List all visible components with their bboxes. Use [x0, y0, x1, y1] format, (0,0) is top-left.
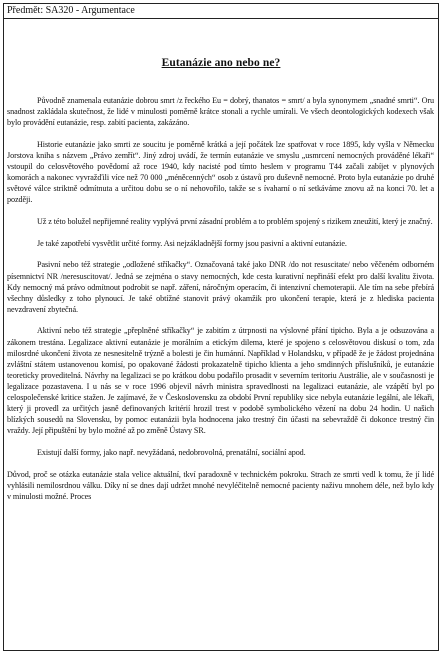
paragraph: Už z této bolužel nepřijemné reality vyplývá první zásadní problém a to problém spojený s rizikem zneužití, který je značný.: [37, 217, 433, 227]
paragraph: Existují další formy, jako např. nevyžádaná, nedobrovolná, prenatální, sociální apod.: [37, 448, 306, 457]
paragraph: Historie eutanázie jako smrti ze soucitu je poměrně krátká a její počátek lze spatřovat v roce 1895, kdy vyšla v Německu Jorstova kniha s názvem „Právo zemřít“. Jiný zdroj uvádí, že termín eutanázie ve smyslu „usmrcení nemocných prováděné lékaři“ vstoupil do celosvětového povědomí až roce 1940, kdy nacisté pod tímto heslem v programu T44 začali zabíjet v plynových komorách a nakonec vyvražďili více než 70 000 „méněcenných“ osob z ústavů pro duševně nemocné. Proto byla eutanázie po druhé světové válce striktně odmítnuta a určitou dobu se o ní nehovořilo, takže se s ívaharní o ní setkáváme znovu až na konci 70. let a později.: [7, 139, 434, 205]
paragraph: Důvod, proč se otázka eutanázie stala velice aktuální, tkví paradoxně v technickém pokroku. Strach ze smrti vedl k tomu, že jí lidé vyhlásili nemilosrdnou válku. Díky ní se dnes dají udržet mnohé nevyléčitelně nemocné pacienty naživu mnohem déle, než bylo kdy v minulosti možné. Proces: [7, 469, 434, 501]
paragraph: Pasivní nebo též strategie „odložené stříkačky“. Označovaná také jako DNR /do not resuscitate/ nebo věčeném odborném písemnictví NR /neresuscitovat/. Jedná se zejména o stavy nemocných, kde cesta kurativní nepřináší efekt pro další kvalitu života. Kdy nemocný má právo odmítnout podrobit se např. záření, náročným operacím, či intenzivní chemoterapii. Ale tím na sebe přebírá všechny důsledky z toho plynoucí. Je také obtížné stanovit právý okamžik pro ukončení terapie, která je z hlediska pacienta nevzdravení zbytečná.: [7, 260, 434, 314]
paragraph: Aktivní nebo též strategie „přeplněné stříkačky“ je zabitím z útrpnosti na výslovné přání tipicho. Byla a je odsuzována a zákonem trestána. Legalizace aktivní eutanázie je morálním a etickým dilema, které je spojeno s celosvětovou diskusí o tom, zda milosrdné ukončení života ze nesnesitelně trýzně a bolesti je čin humánní. Například v Holandsku, v případě že je žádost projednána zvláštní státem ustanovenou komisí, po opakované žádosti prokazatelně tipicho klienta a jeho smdinných příslušníků, je eutanázie teoreticky proveditelná. Návrhy na legalizaci se po krátkou dobu podařilo prosadit v severním teritoriu Austrálie, ale v současnosti je legalizace pozastavena. I u nás se v roce 1996 objevil návrh ministra spravedlnosti na legalizaci eutanázie, ale vzápětí byl po celospolečenské kritice stažen. Je zajímavé, že v Československu za období První republiky sice nebyla eutanázie legální, ale lékaři, který ji provedl za určitých jasně definovaných kritérií hrozil trest v podobě symbolického vězení na dobu 24 hodin. U našich blízkých sousedů na Slovensku, by pomoc eutanázii byla hodnocena jako trestný čin účasti na sebevraždě či dokonce trestný čin vraždy. Její připuštění by bylo možné až po změně Ústavy SR.: [7, 326, 434, 436]
document-title: Eutanázie ano nebo ne?: [161, 57, 281, 69]
document-body: [4, 95, 438, 502]
document-header: Předmět: SA320 - Argumentace: [4, 4, 438, 19]
paragraph: Původně znamenala eutanázie dobrou smrt /z řeckého Eu = dobrý, thanatos = smrt/ a byla synonymem „snadné smrti“. Oru snadnost zakládala skutečnost, že lidé v minulosti poměrně krátce stonali a rychle umírali. Ve všech deontologických kodexech však bylo provádění eutanázie, resp. zabití pacienta, zakázáno.: [7, 96, 434, 128]
document-page: [3, 3, 439, 651]
paragraph: Je také zapotřebí vysvětlit určité formy. Asi nejzákladnější formy jsou pasivní a aktivní eutanázie.: [37, 238, 347, 248]
